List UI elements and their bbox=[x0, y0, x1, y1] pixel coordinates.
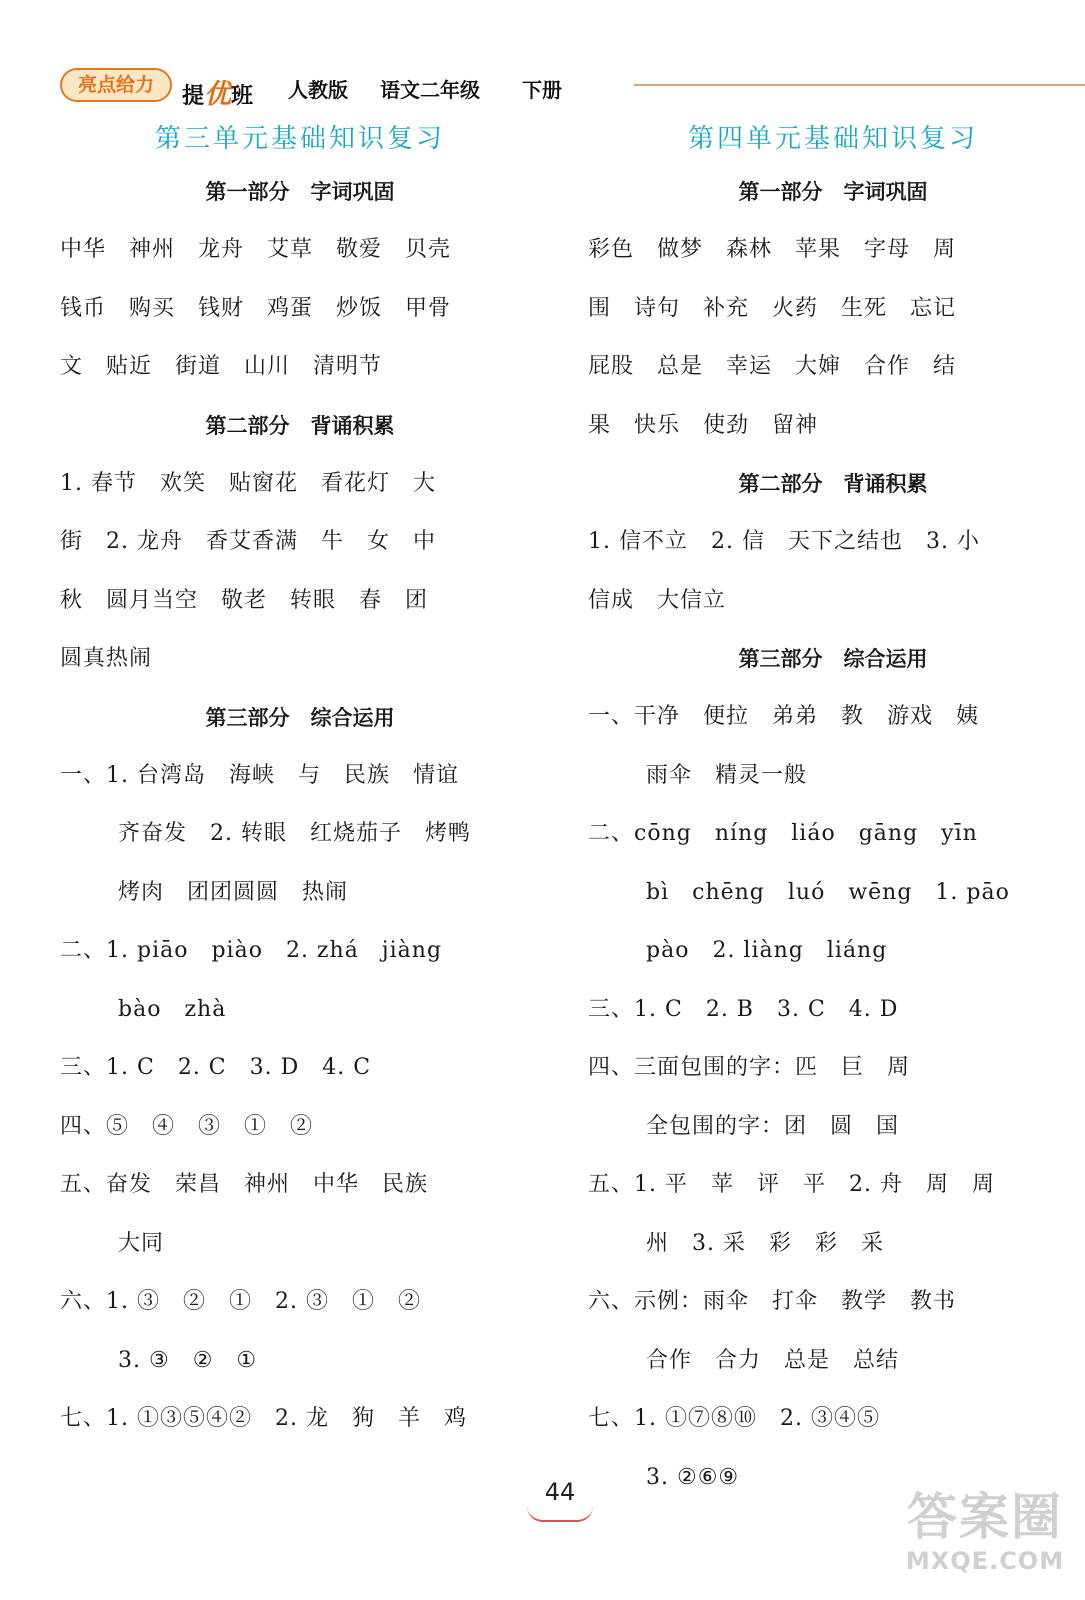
answer-line: 一、1. 台湾岛 海峡 与 民族 情谊 bbox=[60, 762, 459, 788]
section-heading: 第一部分 字词巩固 bbox=[738, 180, 928, 204]
answer-line: 四、三面包围的字：匹 巨 周 bbox=[588, 1055, 911, 1080]
answer-line: 1. 春节 欢笑 贴窗花 看花灯 大 bbox=[60, 470, 436, 496]
answer-line: 四、⑤ ④ ③ ① ② bbox=[60, 1113, 314, 1139]
watermark-url: MXQE.COM bbox=[905, 1547, 1065, 1575]
section-heading: 第一部分 字词巩固 bbox=[205, 180, 395, 204]
volume-label: 下册 bbox=[522, 78, 562, 102]
right-column bbox=[588, 115, 1078, 1507]
answer-line: 雨伞 精灵一般 bbox=[646, 762, 808, 788]
answer-line: 五、1. 平 苹 评 平 2. 舟 周 周 bbox=[588, 1172, 995, 1197]
brand-name bbox=[182, 72, 253, 111]
answer-line: 合作 合力 总是 总结 bbox=[646, 1347, 900, 1373]
watermark bbox=[895, 1488, 1075, 1588]
answer-line: 一、干净 便拉 弟弟 教 游戏 姨 bbox=[588, 704, 980, 729]
brand-prefix: 提 bbox=[182, 84, 205, 109]
answer-line: 州 3. 采 彩 彩 采 bbox=[646, 1230, 884, 1256]
answer-line: 秋 圆月当空 敬老 转眼 春 团 bbox=[60, 587, 429, 613]
answer-line: 六、1. ③ ② ① 2. ③ ① ② bbox=[60, 1289, 421, 1314]
page-number-underline bbox=[527, 1506, 593, 1522]
answer-line: 屁股 总是 幸运 大婶 合作 结 bbox=[588, 354, 957, 379]
answer-line: 三、1. C 2. C 3. D 4. C bbox=[60, 1055, 372, 1080]
brand-suffix: 班 bbox=[231, 84, 254, 109]
page-header bbox=[60, 66, 1085, 110]
answer-line: 钱币 购买 钱财 鸡蛋 炒饭 甲骨 bbox=[60, 295, 452, 321]
answer-line: 3. ②⑥⑨ bbox=[646, 1464, 740, 1490]
answer-line: 七、1. ①③⑤④② 2. 龙 狗 羊 鸡 bbox=[60, 1406, 467, 1431]
answer-line: 信成 大信立 bbox=[588, 587, 727, 613]
answer-line: 3. ③ ② ① bbox=[118, 1347, 258, 1373]
left-column bbox=[60, 115, 540, 1449]
subject-label: 语文二年级 bbox=[380, 78, 480, 102]
answer-line: 圆真热闹 bbox=[60, 646, 153, 671]
answer-line: 围 诗句 补充 火药 生死 忘记 bbox=[588, 295, 957, 321]
answer-line: 烤肉 团团圆圆 热闹 bbox=[118, 879, 349, 905]
page-number: 44 bbox=[544, 1478, 576, 1506]
edition-label: 人教版 bbox=[288, 78, 348, 102]
series-logo: 亮点给力 bbox=[60, 68, 172, 102]
section-heading: 第三部分 综合运用 bbox=[738, 647, 928, 671]
answer-line: 大同 bbox=[118, 1230, 165, 1256]
brand-highlight: 优 bbox=[204, 79, 232, 110]
answer-line: 全包围的字：团 圆 国 bbox=[646, 1113, 900, 1139]
header-divider bbox=[634, 84, 1085, 86]
answer-line: 齐奋发 2. 转眼 红烧茄子 烤鸭 bbox=[118, 821, 471, 846]
answer-line: 五、奋发 荣昌 神州 中华 民族 bbox=[60, 1172, 429, 1197]
answer-line: 中华 神州 龙舟 艾草 敬爱 贝壳 bbox=[60, 237, 452, 262]
answer-line: pào 2. liàng liáng bbox=[646, 938, 888, 963]
watermark-logo-text: 答案圈 bbox=[907, 1488, 1063, 1546]
unit-title: 第三单元基础知识复习 bbox=[154, 124, 445, 154]
answer-line: bì chēng luó wēng 1. pāo bbox=[646, 879, 1010, 905]
answer-line: bào zhà bbox=[118, 996, 227, 1022]
answer-line: 七、1. ①⑦⑧⑩ 2. ③④⑤ bbox=[588, 1406, 880, 1431]
answer-line: 文 贴近 街道 山川 清明节 bbox=[60, 354, 383, 379]
unit-title: 第四单元基础知识复习 bbox=[687, 124, 978, 154]
section-heading: 第二部分 背诵积累 bbox=[738, 472, 928, 496]
answer-line: 三、1. C 2. B 3. C 4. D bbox=[588, 996, 899, 1022]
answer-line: 二、cōng níng liáo gāng yīn bbox=[588, 821, 978, 846]
section-heading: 第三部分 综合运用 bbox=[205, 705, 395, 730]
answer-line: 六、示例：雨伞 打伞 教学 教书 bbox=[588, 1289, 957, 1314]
answer-line: 街 2. 龙舟 香艾香满 牛 女 中 bbox=[60, 529, 436, 554]
answer-line: 1. 信不立 2. 信 天下之结也 3. 小 bbox=[588, 529, 980, 554]
answer-line: 果 快乐 使劲 留神 bbox=[588, 412, 819, 438]
answer-line: 彩色 做梦 森林 苹果 字母 周 bbox=[588, 237, 957, 262]
section-heading: 第二部分 背诵积累 bbox=[205, 413, 395, 438]
answer-line: 二、1. piāo piào 2. zhá jiàng bbox=[60, 938, 443, 963]
